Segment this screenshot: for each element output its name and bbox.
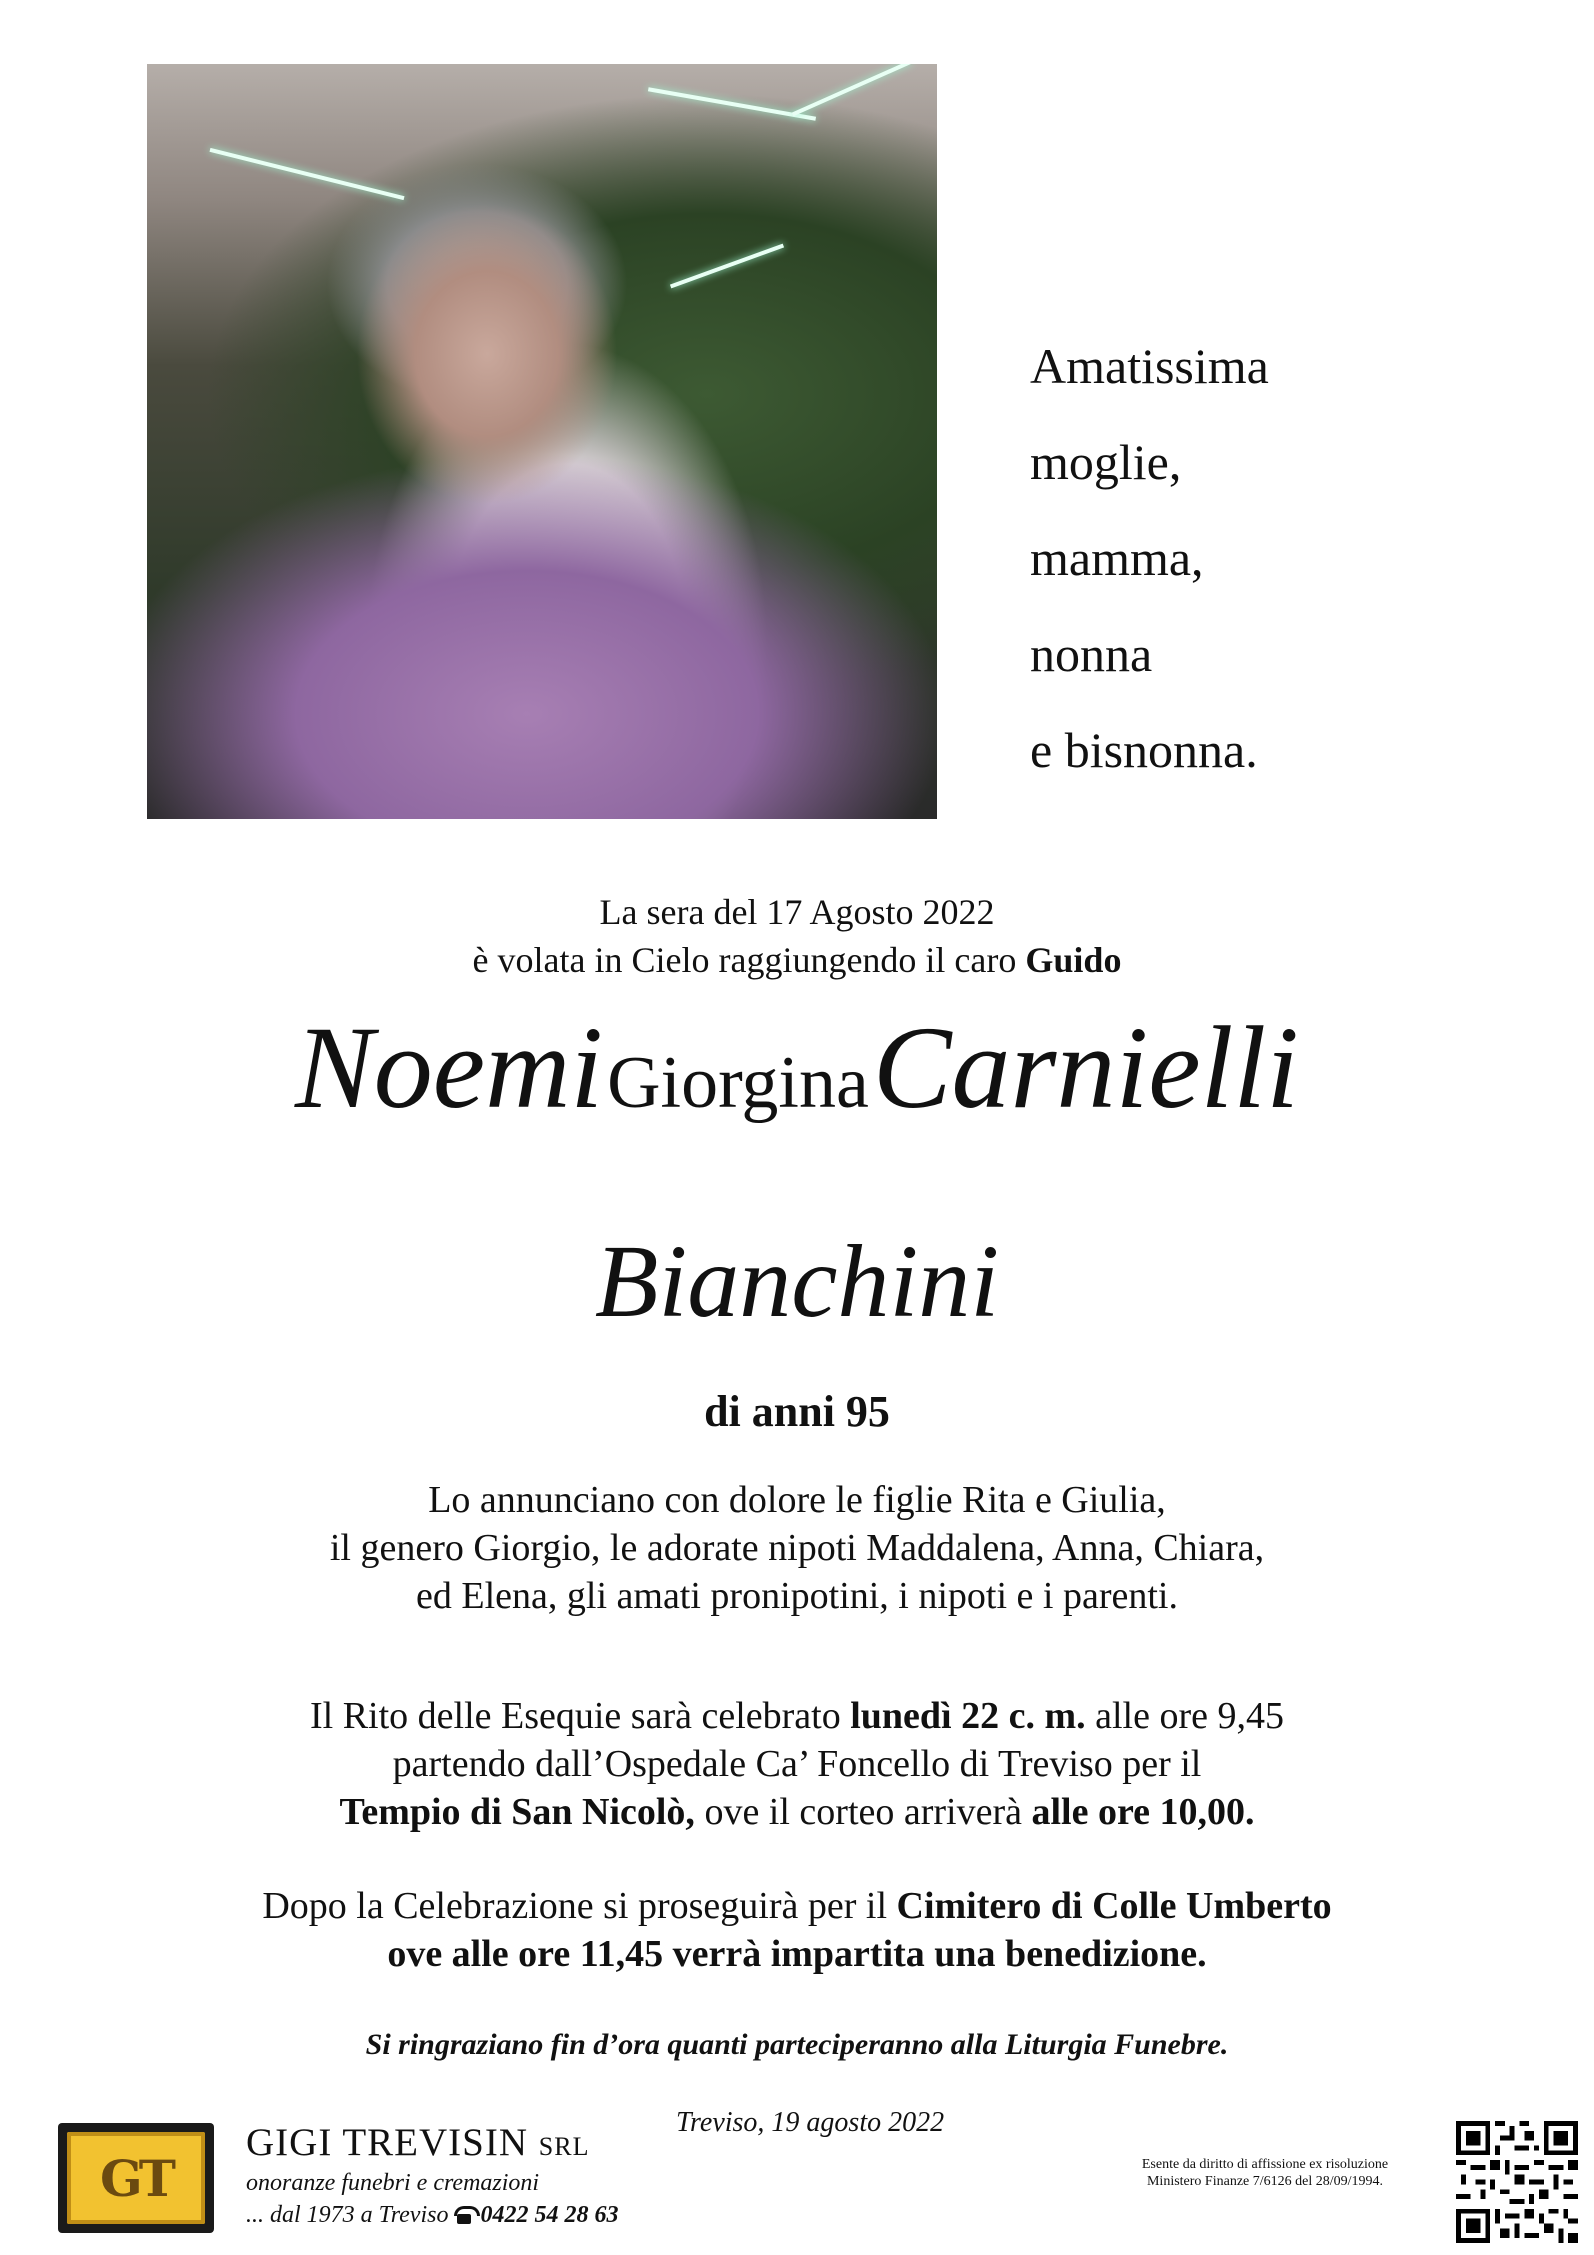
exemption-line: Esente da diritto di affissione ex risoluzione bbox=[1141, 2157, 1389, 2172]
company-subtitle: onoranze funebri e cremazioni bbox=[246, 2170, 540, 2196]
intro-guido-name: Guido bbox=[1025, 940, 1122, 980]
burial-line bbox=[0, 1882, 1594, 1930]
funeral-line: partendo dall’Ospedale Ca’ Foncello di Treviso per il bbox=[392, 1743, 1202, 1785]
burial-cemetery: Cimitero di Colle Umberto bbox=[896, 1885, 1332, 1927]
age: di anni 95 bbox=[704, 1387, 890, 1436]
funeral-text: Il Rito delle Esequie sarà celebrato bbox=[309, 1695, 851, 1737]
intro-line-date: La sera del 17 Agosto 2022 bbox=[599, 892, 995, 932]
company-logo bbox=[58, 2123, 214, 2233]
funeral-date: lunedì 22 c. m. bbox=[850, 1695, 1086, 1737]
funeral-line bbox=[0, 1692, 1594, 1740]
company-phone: 0422 54 28 63 bbox=[480, 2202, 619, 2228]
married-name: Bianchini bbox=[594, 1224, 1000, 1339]
surname: Carnielli bbox=[872, 1002, 1299, 1133]
deceased-name bbox=[0, 1000, 1594, 1136]
epithet bbox=[1030, 318, 1390, 798]
middle-name: Giorgina bbox=[607, 1042, 869, 1124]
announcement-text bbox=[0, 1476, 1594, 1620]
epithet-line: Amatissima bbox=[1030, 338, 1269, 394]
qr-finder-bottom-left bbox=[1456, 2209, 1490, 2243]
burial-details bbox=[0, 1882, 1594, 1978]
thanks-note: Si ringraziano fin d’ora quanti parteciperanno alla Liturgia Funebre. bbox=[365, 2028, 1229, 2061]
company-since-text: ... dal 1973 a Treviso bbox=[246, 2202, 449, 2228]
epithet-line: moglie, bbox=[1030, 434, 1182, 490]
date-place: Treviso, 19 agosto 2022 bbox=[676, 2107, 945, 2138]
intro-text bbox=[0, 888, 1594, 984]
burial-line bbox=[0, 1930, 1594, 1978]
company-suffix: SRL bbox=[538, 2132, 590, 2161]
epithet-line: nonna bbox=[1030, 626, 1153, 682]
qr-finder-top-left bbox=[1456, 2121, 1490, 2155]
burial-text: Dopo la Celebrazione si proseguirà per il bbox=[262, 1885, 897, 1927]
company-name-text: GIGI TREVISIN bbox=[246, 2121, 529, 2164]
burial-blessing: ove alle ore 11,45 verrà impartita una benedizione. bbox=[387, 1933, 1207, 1975]
funeral-text: ove il corteo arriverà bbox=[694, 1791, 1032, 1833]
funeral-church: Tempio di San Nicolò, bbox=[339, 1791, 695, 1833]
epithet-line: e bisnonna. bbox=[1030, 722, 1258, 778]
funeral-line bbox=[0, 1788, 1594, 1836]
first-name: Noemi bbox=[295, 1002, 604, 1133]
funeral-details bbox=[0, 1692, 1594, 1836]
company-since bbox=[246, 2202, 618, 2229]
qr-code bbox=[1456, 2121, 1578, 2243]
exemption-line: Ministero Finanze 7/6126 del 28/09/1994. bbox=[1146, 2174, 1384, 2189]
portrait-photo bbox=[147, 64, 937, 819]
qr-finder-top-right bbox=[1544, 2121, 1578, 2155]
announcement-line: ed Elena, gli amati pronipotini, i nipoti e i parenti. bbox=[416, 1575, 1178, 1617]
exemption-note bbox=[1100, 2156, 1430, 2190]
funeral-time: alle ore 9,45 bbox=[1085, 1695, 1284, 1737]
company-logo-mark: GT bbox=[67, 2132, 205, 2224]
announcement-line: il genero Giorgio, le adorate nipoti Maddalena, Anna, Chiara, bbox=[329, 1527, 1265, 1569]
intro-line-guido bbox=[0, 936, 1594, 984]
phone-icon bbox=[454, 2206, 474, 2224]
intro-line-text: è volata in Cielo raggiungendo il caro bbox=[472, 940, 1026, 980]
company-name bbox=[246, 2120, 589, 2165]
funeral-arrival-time: alle ore 10,00. bbox=[1031, 1791, 1255, 1833]
announcement-line: Lo annunciano con dolore le figlie Rita e Giulia, bbox=[428, 1479, 1166, 1521]
epithet-line: mamma, bbox=[1030, 530, 1204, 586]
